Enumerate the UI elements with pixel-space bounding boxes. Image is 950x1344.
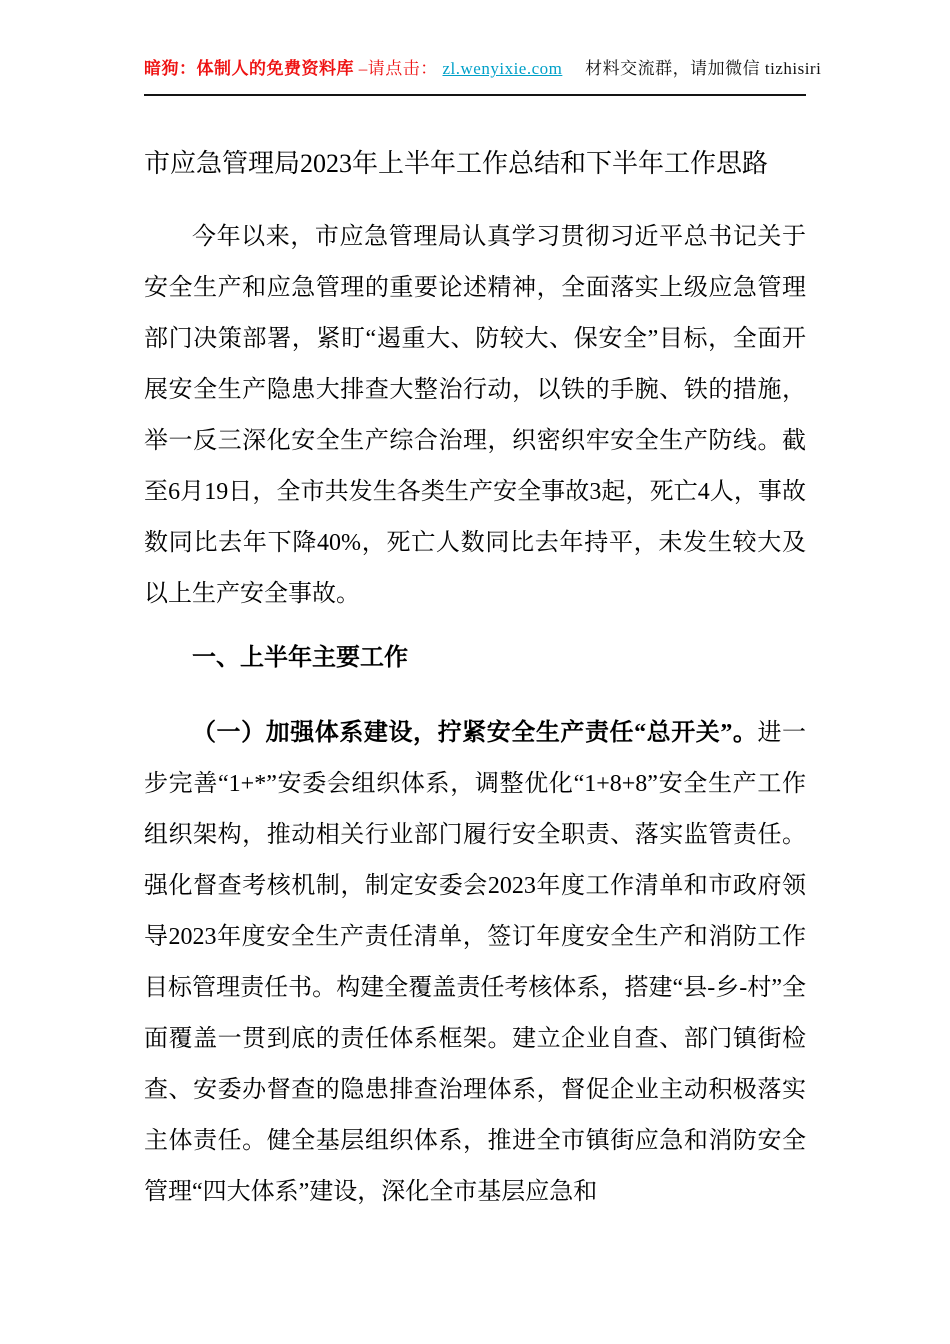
paragraph-subsection xyxy=(144,708,806,1218)
promo-click-hint: –请点击： xyxy=(358,59,438,78)
promo-link[interactable]: zl.wenyixie.com xyxy=(442,59,563,78)
subsection-body: 进一步完善“1+*”安委会组织体系，调整优化“1+8+8”安全生产工作组织架构，推动相关行业部门履行安全职责、落实监管责任。强化督查考核机制，制定安委会2023年度工作清单和市政府领导2023年度安全生产责任清单，签订年度安全生产和消防工作目标管理责任书。构建全覆盖责任考核体系，搭建“县-乡-村”全面覆盖一贯到底的责任体系框架。建立企业自查、部门镇街检查、安委办督查的隐患排查治理体系，督促企业主动积极落实主体责任。健全基层组织体系，推进全市镇街应急和消防安全管理“四大体系”建设，深化全市基层应急和 xyxy=(144,720,807,1205)
document-title: 市应急管理局2023年上半年工作总结和下半年工作思路 xyxy=(144,149,769,178)
promo-header xyxy=(144,56,822,96)
subsection-lead: （一）加强体系建设，拧紧安全生产责任“总开关”。 xyxy=(192,720,758,746)
promo-brand: 暗狗：体制人的免费资料库 xyxy=(144,59,354,78)
section-heading: 一、上半年主要工作 xyxy=(192,645,408,671)
promo-wechat-note: 材料交流群，请加微信 tizhisiri xyxy=(585,59,822,78)
paragraph-intro: 今年以来，市应急管理局认真学习贯彻习近平总书记关于安全生产和应急管理的重要论述精神，全面落实上级应急管理部门决策部署，紧盯“遏重大、防较大、保安全”目标，全面开展安全生产隐患大排查大整治行动，以铁的手腕、铁的措施，举一反三深化安全生产综合治理，织密织牢安全生产防线。截至6月19日，全市共发生各类生产安全事故3起，死亡4人，事故数同比去年下降40%，死亡人数同比去年持平，未发生较大及以上生产安全事故。 xyxy=(144,224,806,607)
